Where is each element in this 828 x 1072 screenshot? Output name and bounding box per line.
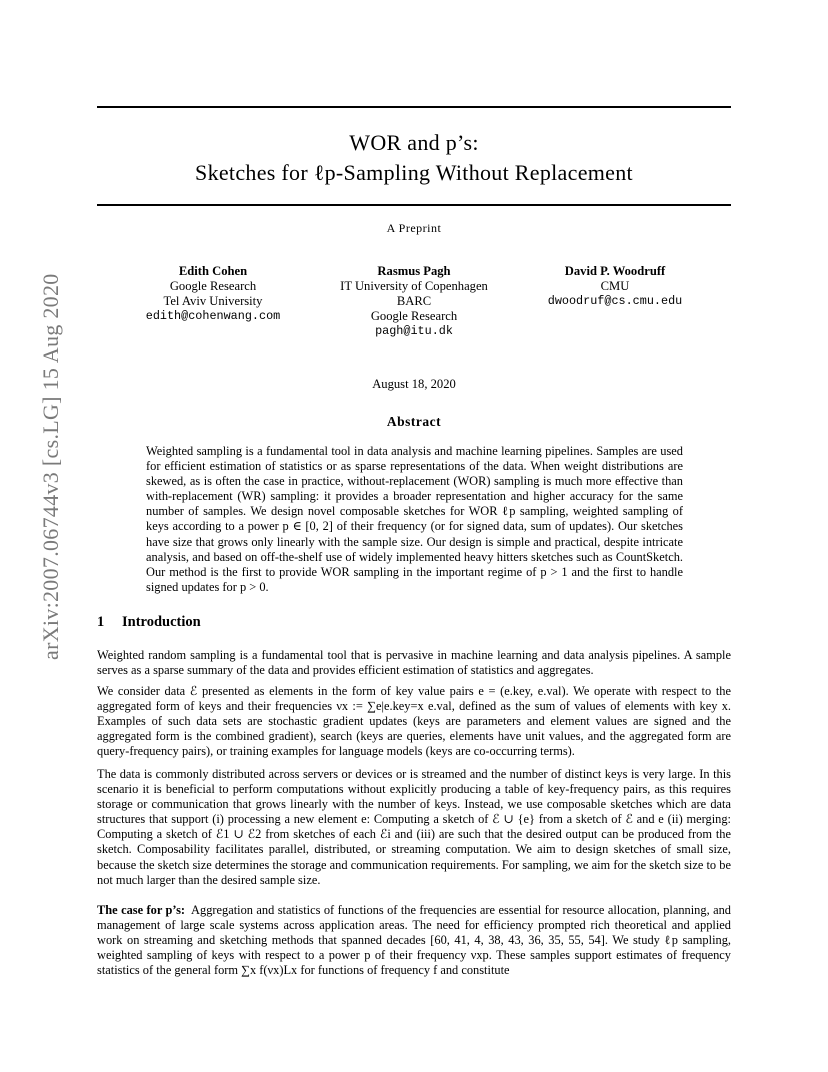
arxiv-identifier: arXiv:2007.06744v3 [cs.LG] 15 Aug 2020 <box>38 273 63 660</box>
abstract-heading: Abstract <box>386 414 442 429</box>
author-affiliation: Tel Aviv University <box>163 294 263 308</box>
author-email: pagh@itu.dk <box>375 324 453 338</box>
paragraph-run-in-heading: The case for p’s: <box>97 903 186 917</box>
author-block <box>505 264 725 309</box>
paper-title-line-1: WOR and p’s: <box>349 130 479 155</box>
author-email: dwoodruf@cs.cmu.edu <box>547 294 683 308</box>
title-rule-top <box>97 106 731 108</box>
body-paragraph: We consider data ℰ presented as elements in the form of key value pairs e = (e.key, e.val). We operate with respect to the aggregated form of keys and their frequencies νx := ∑e|e.key=x e.val, defined as the sum of values of elements with key x. Examples of such data sets are stochastic gradient updates (keys are parameters and element values are signed and the aggregated form is the combined gradient), search (keys are queries, elements have unit values, and the aggregated form are query-frequency pairs), or training examples for language models (keys are co-occurring terms). <box>97 684 731 759</box>
section-title: Introduction <box>122 614 201 630</box>
section-number: 1 <box>97 614 105 630</box>
section-heading <box>97 614 201 631</box>
author-email: edith@cohenwang.com <box>145 309 281 323</box>
publication-date: August 18, 2020 <box>372 377 456 391</box>
author-affiliation: CMU <box>600 279 630 293</box>
author-affiliation: BARC <box>396 294 432 308</box>
author-block <box>103 264 323 324</box>
author-name: Edith Cohen <box>178 264 248 278</box>
paragraph-text: Aggregation and statistics of functions of the frequencies are essential for resource allocation, planning, and management of large scale systems across application areas. The need for efficiency prompted rich theoretical and applied work on streaming and sketching methods that spanned decades [60, 41, 4, 38, 43, 36, 35, 55, 54]. We study ℓp sampling, weighted sampling of keys with respect to a power p of their frequency νxp. These samples support estimates of frequency statistics of the general form ∑x f(νx)Lx for functions of frequency f and constitute <box>97 903 731 978</box>
author-block <box>304 264 524 339</box>
abstract-text: Weighted sampling is a fundamental tool in data analysis and machine learning pipelines. Samples are used for efficient estimation of statistics or as sparse representations of the data. When weight distributions are skewed, as is often the case in practice, without-replacement (WOR) sampling is much more effective than with-replacement (WR) sampling: it provides a broader representation and higher accuracy for the same number of samples. We design novel composable sketches for WOR ℓp sampling, weighted sampling of keys according to a power p ∈ [0, 2] of their frequency (or for signed data, sum of updates). Our sketches have size that grows only linearly with the sample size. Our design is simple and practical, despite intricate analysis, and based on off-the-shelf use of widely implemented heavy hitters sketches such as CountSketch. Our method is the first to provide WOR sampling in the important regime of p > 1 and the first to handle signed updates for p > 0. <box>146 444 683 594</box>
author-name: Rasmus Pagh <box>377 264 451 278</box>
author-affiliation: Google Research <box>169 279 257 293</box>
body-paragraph <box>97 903 731 978</box>
author-name: David P. Woodruff <box>564 264 666 278</box>
author-affiliation: IT University of Copenhagen <box>340 279 488 293</box>
author-affiliation: Google Research <box>370 309 458 323</box>
paper-title-line-2: Sketches for ℓp-Sampling Without Replacement <box>195 160 633 185</box>
body-paragraph: Weighted random sampling is a fundamental tool that is pervasive in machine learning and data analysis pipelines. A sample serves as a sparse summary of the data and provides efficient estimation of statistics and aggregates. <box>97 648 731 678</box>
title-rule-bottom <box>97 204 731 206</box>
body-paragraph: The data is commonly distributed across servers or devices or is streamed and the number of distinct keys is very large. In this scenario it is beneficial to perform computations without explicitly producing a table of key-frequency pairs, as this requires storage or communication that grows linearly with the number of keys. Instead, we use composable sketches which are data structures that support (i) processing a new element e: Computing a sketch of ℰ ∪ {e} from a sketch of ℰ and e (ii) merging: Computing a sketch of ℰ1 ∪ ℰ2 from sketches of each ℰi and (iii) are such that the desired output can be produced from the sketch. Composability facilitates parallel, distributed, or streaming computation. We aim to design sketches of small size, because the sketch size determines the storage and communication requirements. For sampling, we aim for the sketch size to be not much larger than the desired sample size. <box>97 767 731 887</box>
preprint-label: A Preprint <box>386 221 442 235</box>
